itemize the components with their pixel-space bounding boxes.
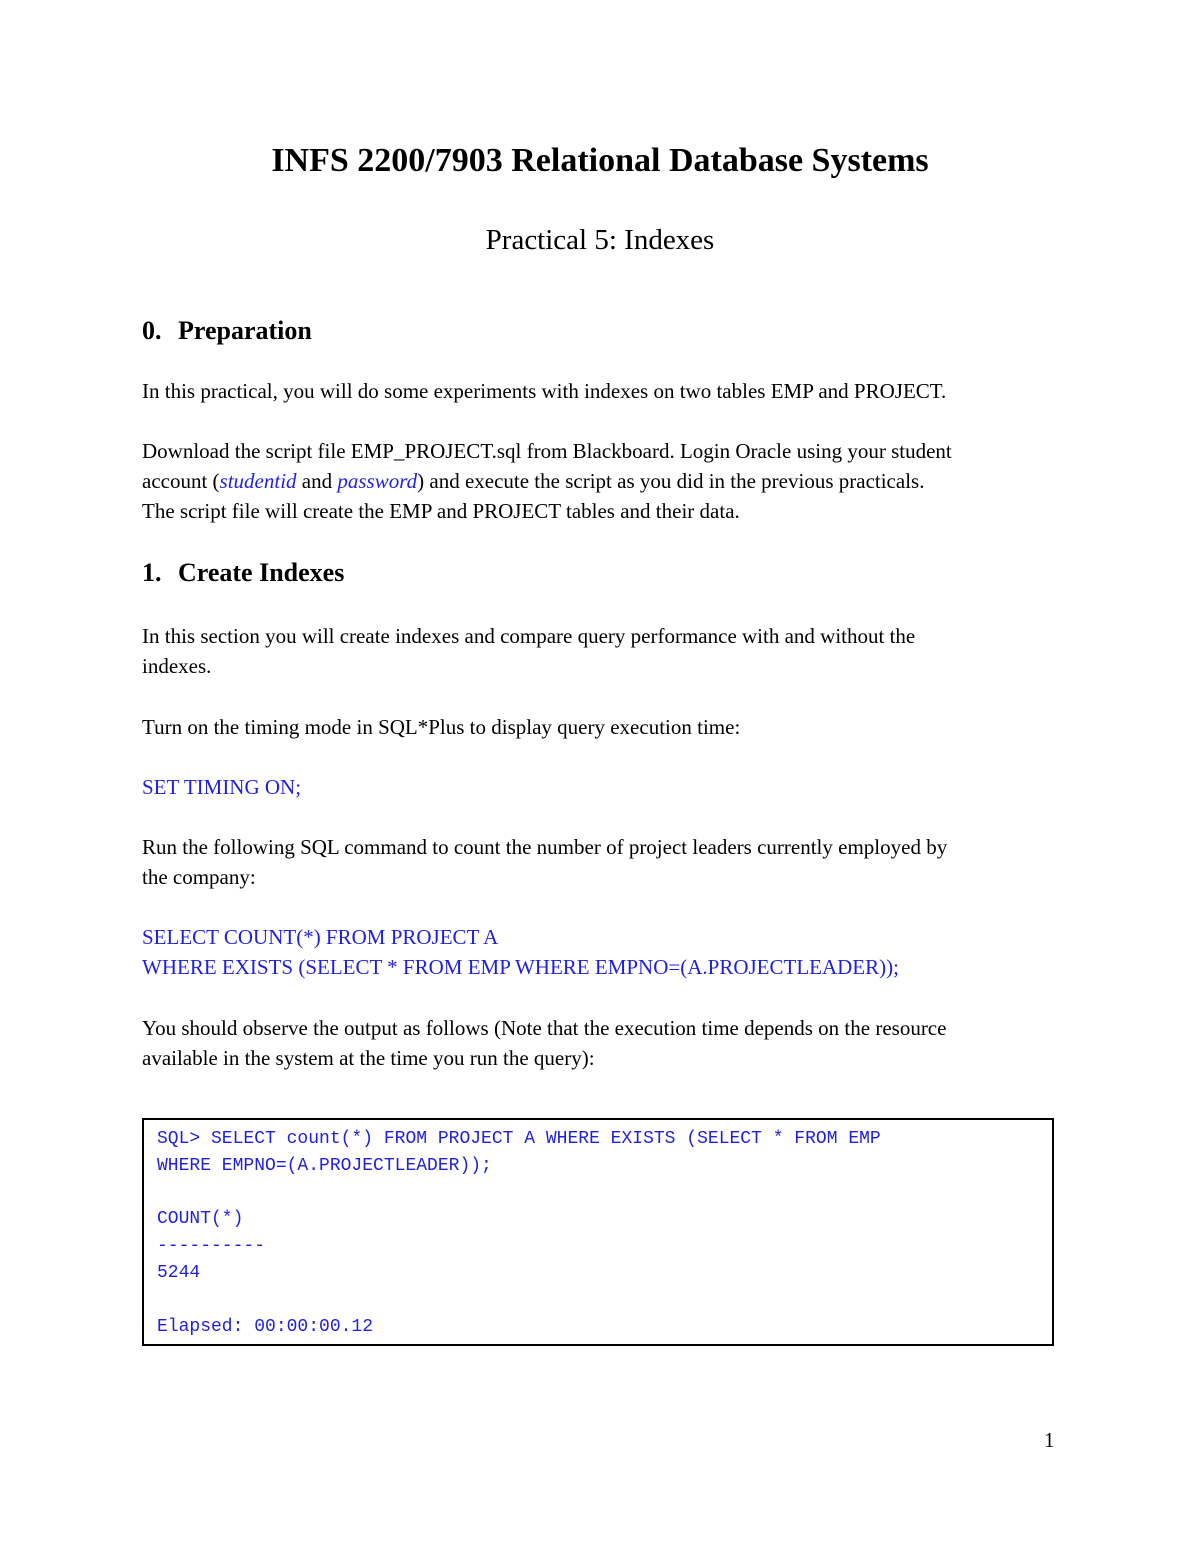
section-0-title: Preparation [178,316,312,345]
output-line-4: ---------- [157,1236,266,1256]
section-0-paragraph-2-line-3: The script file will create the EMP and PROJECT tables and their data. [142,499,740,523]
section-0-paragraph-1: In this practical, you will do some experiments with indexes on two tables EMP and PROJECT. [142,379,947,403]
sql-count-line-2: WHERE EXISTS (SELECT * FROM EMP WHERE EMPNO=(A.PROJECTLEADER)); [142,955,899,979]
section-0-paragraph-2-line-2 [142,466,924,496]
section-0-number: 0. [142,316,162,345]
section-1-paragraph-1-line-1: In this section you will create indexes and compare query performance with and without the [142,624,916,648]
document-subtitle: Practical 5: Indexes [485,224,715,256]
sql-count-line-1: SELECT COUNT(*) FROM PROJECT A [142,925,499,949]
studentid-term: studentid [219,469,297,493]
section-0-heading [142,316,312,346]
section-1-heading [142,558,344,588]
output-line-6: Elapsed: 00:00:00.12 [157,1317,374,1337]
section-1-paragraph-2: Turn on the timing mode in SQL*Plus to display query execution time: [142,715,741,739]
output-line-5: 5244 [157,1263,201,1283]
text-and: and [296,469,338,493]
text-account: account ( [142,469,220,493]
section-0-paragraph-2-line-1: Download the script file EMP_PROJECT.sql from Blackboard. Login Oracle using your student [142,439,952,463]
text-execute: ) and execute the script as you did in the previous practicals. [417,469,925,493]
password-term: password [337,469,418,493]
section-1-paragraph-4-line-1: You should observe the output as follows (Note that the execution time depends on the resource [142,1016,947,1040]
document-title: INFS 2200/7903 Relational Database Systems [271,142,929,179]
section-1-title: Create Indexes [178,558,345,587]
output-line-3: COUNT(*) [157,1209,244,1229]
output-line-2: WHERE EMPNO=(A.PROJECTLEADER)); [157,1156,492,1176]
sql-set-timing: SET TIMING ON; [142,775,302,799]
section-1-paragraph-1-line-2: indexes. [142,654,212,678]
section-1-number: 1. [142,558,162,587]
section-1-paragraph-3-line-2: the company: [142,865,256,889]
output-line-1: SQL> SELECT count(*) FROM PROJECT A WHERE EXISTS (SELECT * FROM EMP [157,1129,881,1149]
section-1-paragraph-4-line-2: available in the system at the time you run the query): [142,1046,595,1070]
page-number: 1 [1044,1428,1055,1452]
section-1-paragraph-3-line-1: Run the following SQL command to count the number of project leaders currently employed by [142,835,948,859]
